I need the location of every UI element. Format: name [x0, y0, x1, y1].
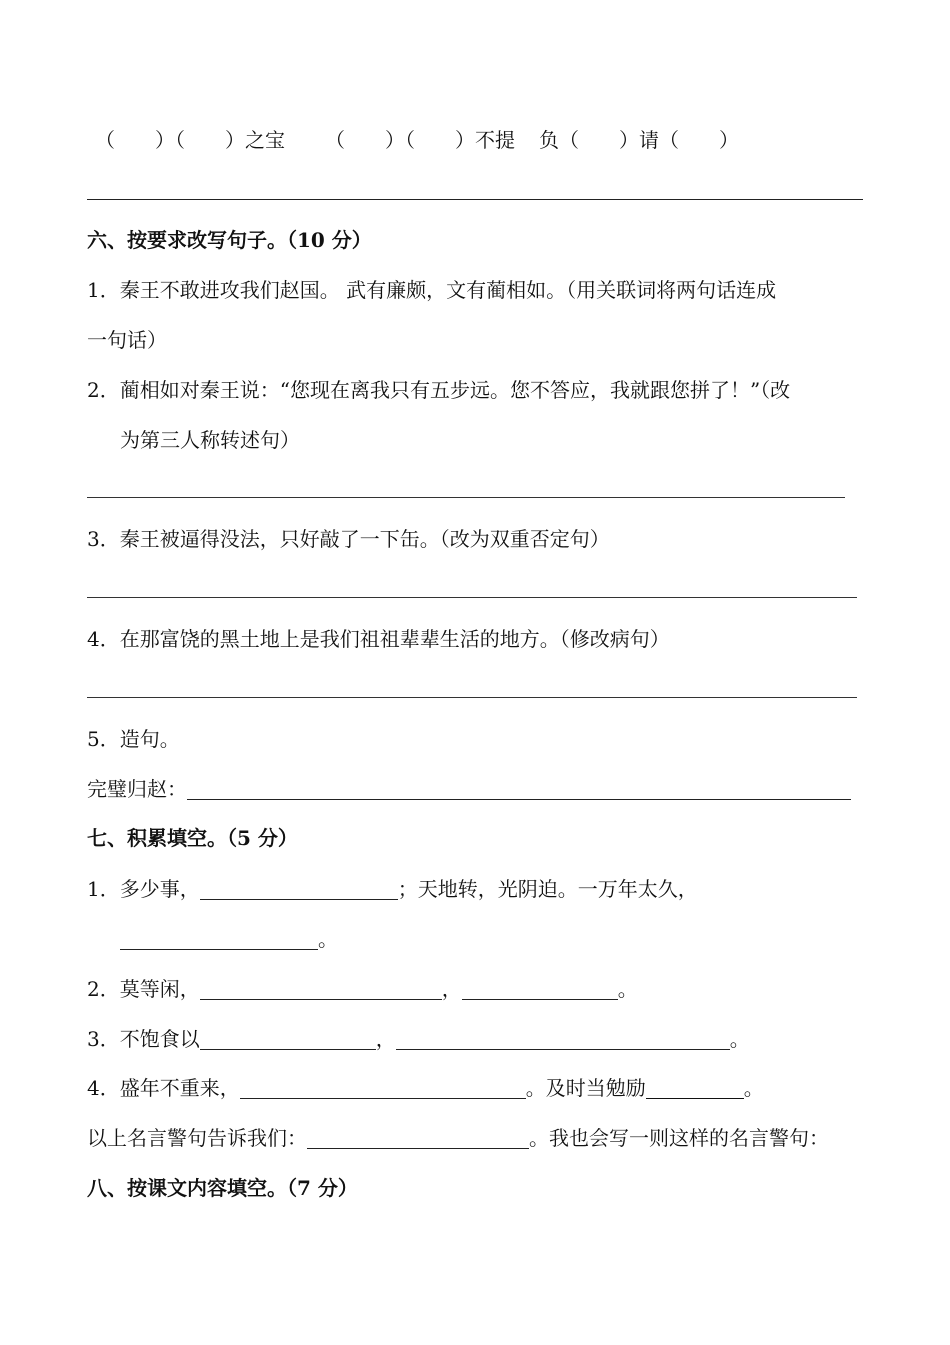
answer-line-q2[interactable] [87, 497, 845, 498]
section6-title: 六、按要求改写句子。（10 分） [87, 228, 372, 252]
divider-rule [87, 199, 863, 200]
idiom-tail-2: ）不提 [455, 128, 515, 152]
s7-q1-end: 。 [318, 927, 338, 951]
idiom-mid-3: ）请（ [619, 128, 679, 152]
answer-line-q3[interactable] [87, 597, 857, 598]
s7-q4-end: 。 [743, 1076, 764, 1100]
blank-s7-q3-1[interactable] [200, 1029, 376, 1050]
s6-q3: 3．秦王被逼得没法，只好敲了一下缶。（改为双重否定句） [87, 527, 610, 551]
s7-q3-a: 3．不饱食以 [87, 1027, 200, 1051]
s7-q4-a: 4．盛年不重来， [87, 1076, 240, 1100]
s7-q1-b: ；天地转，光阴迫。一万年太久， [397, 877, 698, 901]
s7-summary-b: 。我也会写一则这样的名言警句： [529, 1126, 829, 1150]
s7-q1-row [87, 877, 698, 901]
s7-summary-row [87, 1126, 829, 1150]
blank-s7-q1-1[interactable] [200, 879, 398, 900]
s6-q1-line2: 一句话） [87, 328, 167, 352]
idiom-head-3: 负（ [539, 128, 579, 152]
blank-s7-summary[interactable] [307, 1128, 529, 1149]
blank-s7-q1-2[interactable] [120, 929, 318, 950]
s6-q1-line1: 1．秦王不敢进攻我们赵国。 武有廉颇，文有蔺相如。（用关联词将两句话连成 [87, 278, 777, 302]
s7-summary-a: 以上名言警句告诉我们： [87, 1126, 307, 1150]
s6-q2-line1: 2．蔺相如对秦王说：“您现在离我只有五步远。您不答应，我就跟您拼了！”（改 [87, 378, 791, 402]
paren-pair: ）（ [155, 128, 185, 152]
blank-s7-q2-2[interactable] [462, 979, 618, 1000]
blank-s7-q3-2[interactable] [396, 1029, 730, 1050]
idiom-tail-1: ）之宝 [225, 128, 285, 152]
s6-q2-line2: 为第三人称转述句） [120, 428, 300, 452]
answer-line-q4[interactable] [87, 697, 857, 698]
s7-q2-end: 。 [617, 977, 638, 1001]
s7-q2-row [87, 977, 638, 1001]
paren-open: （ [325, 128, 345, 152]
s7-q3-row [87, 1027, 750, 1051]
s6-q4: 4．在那富饶的黑土地上是我们祖祖辈辈生活的地方。（修改病句） [87, 627, 670, 651]
answer-blank-q5[interactable] [187, 779, 851, 800]
s7-q1-a: 1．多少事， [87, 877, 200, 901]
idioms-row [95, 128, 739, 152]
blank-s7-q4-2[interactable] [646, 1078, 744, 1099]
s6-q5: 5．造句。 [87, 727, 180, 751]
s7-q4-b: 。及时当勉励 [525, 1076, 646, 1100]
s7-q3-comma: ， [375, 1027, 396, 1051]
blank-s7-q2-1[interactable] [200, 979, 442, 1000]
s7-q4-row [87, 1076, 764, 1100]
s7-q1-row2 [120, 927, 338, 951]
paren-pair: ）（ [385, 128, 415, 152]
section8-title: 八、按课文内容填空。（7 分） [87, 1176, 358, 1200]
paren-close: ） [719, 128, 739, 152]
section7-title: 七、积累填空。（5 分） [87, 826, 298, 850]
s7-q2-a: 2．莫等闲， [87, 977, 200, 1001]
s6-q5-label: 完璧归赵： [87, 777, 187, 801]
paren-open: （ [95, 128, 115, 152]
blank-s7-q4-1[interactable] [240, 1078, 526, 1099]
s7-q2-comma: ， [441, 977, 462, 1001]
s7-q3-end: 。 [729, 1027, 750, 1051]
s6-q5-row [87, 777, 851, 801]
